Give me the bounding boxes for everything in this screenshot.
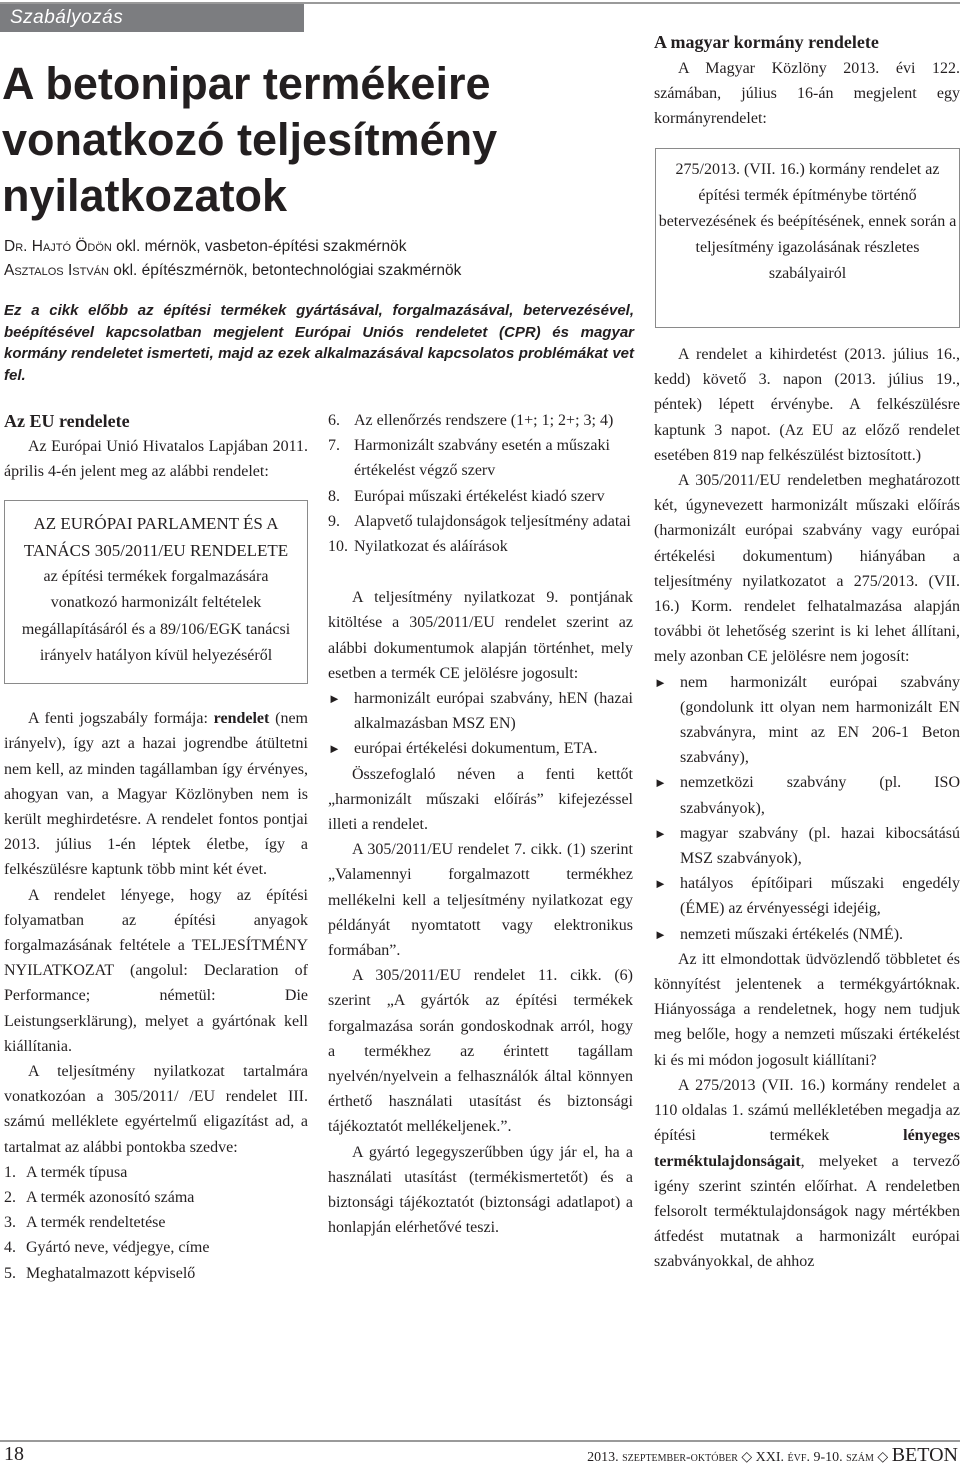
list-item xyxy=(328,534,633,559)
author-name: Asztalos István xyxy=(4,262,109,279)
list-item xyxy=(654,871,960,921)
list-text: Gyártó neve, védjegye, címe xyxy=(26,1239,210,1257)
spacer xyxy=(328,559,633,585)
bullet-list xyxy=(328,686,633,762)
column-1 xyxy=(4,408,308,1286)
paragraph: A teljesítmény nyilatkozat 9. pontjának kitöltése a 305/2011/EU rendelet szerint az alábbi dokumentumok alapján történhet, mely esetben a termék CE jelölésre jogosult: xyxy=(328,589,633,682)
list-item xyxy=(4,1160,308,1185)
arrow-bullet-icon: ► xyxy=(328,741,341,757)
list-text: A termék típusa xyxy=(26,1163,128,1181)
list-item xyxy=(4,1235,308,1260)
section-tag: Szabályozás xyxy=(0,4,304,32)
list-text: nemzeti műszaki értékelés (NMÉ). xyxy=(680,925,904,943)
list-text: magyar szabvány (pl. hazai kibocsátású MSZ szabványok), xyxy=(680,824,960,868)
section-heading-hu: A magyar kormány rendelete xyxy=(654,32,879,52)
list-text: Meghatalmazott képviselő xyxy=(26,1264,196,1282)
magazine-name: BETON xyxy=(891,1444,958,1466)
list-text: Harmonizált szabvány esetén a műszaki értékelést végző szerv xyxy=(354,437,610,480)
paragraph: A teljesítmény nyilatkozat tartalmára vonatkozóan a 305/2011/ /EU rendelet III. számú melléklete egyértelmű eligazítást ad, a tartalmat az alábbi pontokba szedve: xyxy=(4,1063,308,1156)
paragraph xyxy=(4,706,308,882)
bold-text: rendelet xyxy=(213,710,270,728)
list-text: európai értékelési dokumentum, ETA. xyxy=(354,740,598,758)
list-number: 2. xyxy=(4,1189,16,1207)
list-text: harmonizált európai szabvány, hEN (hazai alkalmazásban MSZ EN) xyxy=(354,690,633,733)
paragraph xyxy=(654,1073,960,1275)
arrow-bullet-icon: ► xyxy=(654,926,667,942)
separator-icon: ◇ xyxy=(877,1450,889,1465)
list-text: nem harmonizált európai szabvány (gondolunk itt olyan nem harmonizált EN szabványra, mint az EN 206-1 Beton szabvány), xyxy=(680,673,960,767)
list-item xyxy=(4,1261,308,1286)
title-line: A betonipar termékeire xyxy=(2,58,491,109)
list-text: A termék rendeltetése xyxy=(26,1214,166,1232)
text: A fenti jogszabály formája: xyxy=(28,710,214,728)
paragraph: Összefoglaló néven a fenti kettőt „harmonizált műszaki előírás” kifejezéssel illeti a rendelet. xyxy=(328,765,633,834)
list-item xyxy=(328,408,633,433)
author-desc: okl. mérnök, vasbeton-építési szakmérnök xyxy=(111,238,407,255)
paragraph: Az itt elmondottak üdvözlendő többletet és könnyítést jelentenek a termékgyártóknak. Hiányossága a rendeletnek, hogy nem tudjuk meg belőle, hogy a nemzeti műszaki értékelést ki és mi módon jogosult kiállítani? xyxy=(654,950,960,1069)
text: , melyeket a tervező igény szerint szintén előírhat. A rendeletben felsorolt terméktulajdonságok nagy mértékben átfedést mutatnak a harmonizált európai szabványokkal, de ahhoz xyxy=(654,1152,960,1271)
column-3 xyxy=(654,342,960,1275)
paragraph: A Magyar Közlöny 2013. évi 122. számában, július 16-án megjelent egy kormányrendelet: xyxy=(654,60,960,128)
list-number: 10. xyxy=(328,538,348,556)
title-line: vonatkozó teljesítmény xyxy=(2,114,498,165)
list-item xyxy=(654,922,960,947)
list-number: 1. xyxy=(4,1163,16,1181)
footer-rule xyxy=(0,1440,960,1442)
author-desc: okl. építészmérnök, betontechnológiai szakmérnök xyxy=(108,262,462,279)
list-number: 5. xyxy=(4,1264,16,1282)
regulation-body: az építési termékek forgalmazására vonatkozó harmonizált feltételek megállapításáról és a 89/106/EGK tanácsi irányelv hatályon kívül helyezéséről xyxy=(21,568,291,664)
arrow-bullet-icon: ► xyxy=(654,775,667,791)
list-text: hatályos építőipari műszaki engedély (ÉME) az érvényességi idejéig, xyxy=(680,875,960,918)
list-number: 8. xyxy=(328,487,340,505)
content-list-continued xyxy=(328,408,633,559)
lead-paragraph: Ez a cikk előbb az építési termékek gyártásával, forgalmazásával, betervezésével, beépítésével kapcsolatban megjelent Európai Uniós rendeletet (CPR) és magyar kormány rendeletet ismerteti, majd az ezek alkalmazásával kapcsolatos problémákat vet fel. xyxy=(4,302,634,384)
footer-info xyxy=(587,1444,958,1469)
arrow-bullet-icon: ► xyxy=(654,674,667,690)
list-number: 7. xyxy=(328,437,340,455)
content-list xyxy=(4,1160,308,1286)
list-number: 4. xyxy=(4,1239,16,1257)
list-number: 6. xyxy=(328,412,340,429)
paragraph: A gyártó legegyszerűbben úgy jár el, ha a használati utasítást (termékismertetőt) és a biztonsági tájékoztatót (biztonsági adatlapot) a honlapján elérhetővé teszi. xyxy=(328,1143,633,1237)
article-title xyxy=(2,56,562,224)
arrow-bullet-icon: ► xyxy=(654,825,667,841)
list-item xyxy=(328,509,633,534)
list-text: Európai műszaki értékelést kiadó szerv xyxy=(354,487,605,505)
regulation-title: AZ EURÓPAI PARLAMENT ÉS A TANÁCS 305/2011/EU RENDELETE xyxy=(23,514,289,560)
paragraph: A rendelet lényege, hogy az építési folyamatban az építési anyagok forgalmazásának feltétele a TELJESÍTMÉNY NYILATKOZAT (angolul: Declaration of Performance; németül: Die Leistungserklärung), melyet a gyártónak kell kiállítania. xyxy=(4,886,308,1055)
author-name: Dr. Hajtó Ödön xyxy=(4,238,112,255)
page-number: 18 xyxy=(4,1443,24,1465)
paragraph: A 305/2011/EU rendelet 11. cikk. (6) szerint „A gyártók az építési termékek forgalmazása során gondoskodnak arról, hogy a termékhez az érintett tagállam nyelvén/nyelvein a felhasználók által könnyen érthető használati utasítást és biztonsági tájékoztatót mellékeljenek.”. xyxy=(328,967,633,1136)
list-item xyxy=(4,1210,308,1235)
column-3-head xyxy=(654,28,960,132)
bullet-list xyxy=(654,670,960,947)
bold-text: lényeges terméktulajdonságait xyxy=(654,1127,960,1170)
author-1 xyxy=(4,235,407,259)
list-text: Az ellenőrzés rendszere (1+; 1; 2+; 3; 4) xyxy=(354,412,614,429)
list-item xyxy=(328,484,633,509)
separator-icon: ◇ xyxy=(741,1450,753,1465)
list-item xyxy=(328,686,633,736)
arrow-bullet-icon: ► xyxy=(654,876,667,892)
issue-date: 2013. szeptember-október xyxy=(587,1450,738,1465)
author-2 xyxy=(4,259,461,283)
list-item xyxy=(654,770,960,820)
title-line: nyilatkozatok xyxy=(2,170,288,221)
list-item xyxy=(654,670,960,771)
paragraph: A 305/2011/EU rendeletben meghatározott két, úgynevezett harmonizált műszaki előírás (harmonizált európai szabvány vagy európai értékelési dokumentum) hiányában a teljesítmény nyilatkozatot a 275/2013. (VII. 16.) Korm. rendelet felhatalmazása alapján további öt lehetőség szerint is ki lehet állítani, mely azonban CE jelölésre nem jogosít: xyxy=(654,472,960,666)
regulation-box xyxy=(4,500,308,684)
government-decree-box: 275/2013. (VII. 16.) kormány rendelet az építési termék építménybe történő betervezésének és beépítésének, ennek során a teljesítmény igazolásának részletes szabályairól xyxy=(655,148,960,328)
list-text: Alapvető tulajdonságok teljesítmény adatai xyxy=(354,512,631,530)
list-item xyxy=(654,821,960,871)
column-2 xyxy=(328,408,633,1241)
list-text: Nyilatkozat és aláírások xyxy=(354,538,508,556)
section-heading-eu: Az EU rendelete xyxy=(4,411,130,431)
paragraph: Az Európai Unió Hivatalos Lapjában 2011. április 4-én jelent meg az alábbi rendelet: xyxy=(4,438,308,481)
text: (nem irányelv), így azt a hazai jogrendbe átültetni nem kell, az minden tagállamban így érvényes, ahogyan van, a Magyar Közlönyben nem is került meghirdetésre. A rendelet fontos pontjai 2013. július 1-én léptek életbe, így a felkészülésre kaptunk több mint két évet. xyxy=(4,710,308,879)
list-item xyxy=(4,1185,308,1210)
volume-info: XXI. évf. 9-10. szám xyxy=(755,1450,874,1465)
list-item xyxy=(328,736,633,761)
text: A 275/2013 (VII. 16.) kormány rendelet a 110 oldalas 1. számú mellékletében megadja az építési termékek xyxy=(654,1076,960,1145)
list-text: A termék azonosító száma xyxy=(26,1189,195,1207)
list-text: nemzetközi szabvány (pl. ISO szabványok), xyxy=(680,774,960,817)
paragraph: A rendelet a kihirdetést (2013. július 16., kedd) követő 3. napon (2013. július 19., péntek) lépett érvénybe. A felkészülésre kaptunk 3 napot. (Az EU az előző rendelet esetében 819 nap felkészülést biztosított.) xyxy=(654,346,960,464)
arrow-bullet-icon: ► xyxy=(328,691,341,707)
list-number: 3. xyxy=(4,1214,16,1232)
list-item xyxy=(328,433,633,483)
paragraph: A 305/2011/EU rendelet 7. cikk. (1) szerint „Valamennyi forgalmazott termékhez mellékelni kell a teljesítmény nyilatkozat egy példányát nyomtatott vagy elektronikus formában”. xyxy=(328,841,633,960)
list-number: 9. xyxy=(328,512,340,530)
